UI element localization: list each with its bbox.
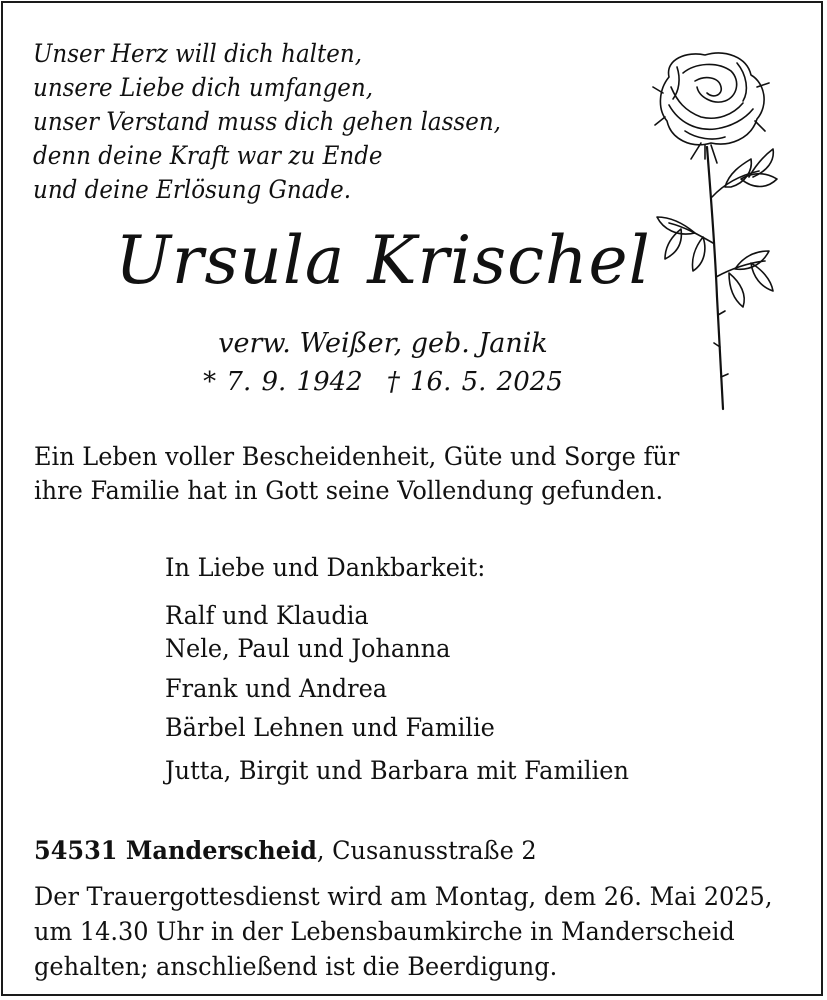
mourner-name: Bärbel Lehnen und Familie (165, 713, 495, 742)
life-dates (3, 367, 763, 397)
service-line: um 14.30 Uhr in der Lebensbaumkirche in Manderscheid (34, 917, 735, 946)
address-street: , Cusanusstraße 2 (316, 836, 537, 865)
obituary-notice (1, 1, 823, 996)
birth-date: * 7. 9. 1942 (203, 367, 363, 397)
address-city: 54531 Manderscheid (34, 836, 317, 865)
poem-line: und deine Erlösung Gnade. (33, 175, 352, 204)
mourner-name: Jutta, Birgit und Barbara mit Familien (165, 756, 629, 785)
poem-line: unser Verstand muss dich gehen lassen, (33, 107, 501, 136)
poem-line: Unser Herz will dich halten, (33, 39, 363, 68)
mourner-name: Ralf und Klaudia (165, 601, 369, 630)
mourners-group (165, 599, 450, 665)
mourner-name: Frank und Andrea (165, 674, 388, 703)
poem-line: unsere Liebe dich umfangen, (33, 73, 374, 102)
poem (33, 37, 501, 207)
mourner-name: Nele, Paul und Johanna (165, 634, 451, 663)
tribute-line: ihre Familie hat in Gott seine Vollendung gefunden. (34, 476, 664, 505)
tribute-text (34, 440, 679, 508)
address (34, 834, 537, 868)
tribute-line: Ein Leben voller Bescheidenheit, Güte und Sorge für (34, 442, 680, 471)
mourners-heading: In Liebe und Dankbarkeit: (165, 553, 486, 582)
service-line: Der Trauergottesdienst wird am Montag, dem 26. Mai 2025, (34, 882, 773, 911)
deceased-name: Ursula Krischel (115, 222, 651, 299)
death-date: † 16. 5. 2025 (386, 367, 563, 397)
service-line: gehalten; anschließend ist die Beerdigung. (34, 952, 558, 981)
maiden-name: verw. Weißer, geb. Janik (218, 328, 548, 359)
poem-line: denn deine Kraft war zu Ende (33, 141, 383, 170)
funeral-service-info (34, 879, 772, 984)
